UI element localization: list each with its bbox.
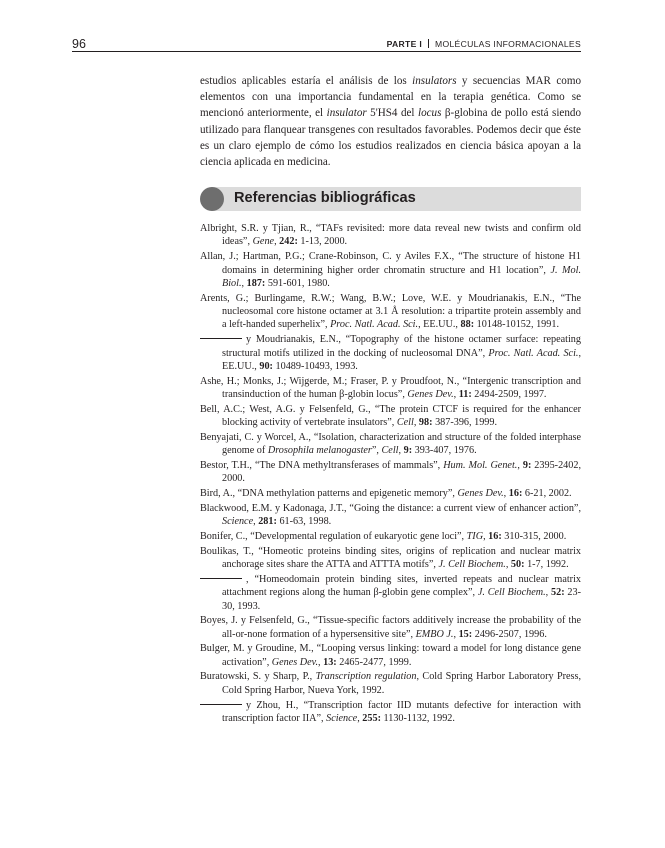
running-head <box>387 39 581 49</box>
reference-entry <box>200 250 581 290</box>
volume-number: 52: <box>551 587 565 599</box>
body-text-run: estudios aplicables estaría el análisis de los <box>200 75 413 87</box>
reference-text: , <box>398 445 404 457</box>
body-text-run: β-globina de pollo está siendo utilizado para flanquear transgenes con resultados favorables. Podemos decir que éste es un claro ejemplo de cómo los estudios realizados en ciencia básica apoyan a la ciencia aplicada en medicina. <box>200 107 581 169</box>
volume-number: 281: <box>258 516 277 528</box>
journal-name: TIG <box>466 530 484 542</box>
reference-entry <box>200 222 581 249</box>
volume-number: 9: <box>403 445 413 457</box>
journal-name: Science <box>222 516 254 528</box>
reference-text: , <box>483 530 489 542</box>
volume-number: 50: <box>510 559 525 571</box>
volume-number: 13: <box>323 656 337 668</box>
reference-text: , <box>241 277 247 289</box>
journal-name: Genes Dev. <box>457 488 504 500</box>
body-italic-term: locus <box>418 107 442 120</box>
reference-text: , EE.UU., <box>222 347 581 372</box>
volume-number: 16: <box>508 488 523 500</box>
journal-name: EMBO J. <box>415 628 454 640</box>
reference-text: 6-21, 2002. <box>522 488 572 500</box>
body-paragraph <box>200 73 581 170</box>
reference-entry <box>200 431 581 458</box>
journal-name: Science <box>326 712 358 724</box>
reference-text: 61-63, 1998. <box>276 516 332 528</box>
reference-text: , <box>505 559 511 571</box>
journal-name: Drosophila melanogaster <box>267 445 372 457</box>
journal-name: Transcription regulation <box>315 671 417 683</box>
reference-text: Bell, A.C.; West, A.G. y Felsenfeld, G., “The protein CTCF is required for the enhancer blocking activity of vertebrate insulators”, <box>200 403 581 429</box>
reference-entry <box>200 502 581 529</box>
reference-text: 23-30, 1993. <box>222 587 581 612</box>
section-bullet-icon <box>200 187 224 211</box>
volume-number: 15: <box>458 628 473 640</box>
volume-number: 16: <box>488 530 502 542</box>
reference-text: , EE.UU., <box>418 319 461 331</box>
reference-text: , <box>318 656 324 668</box>
reference-entry <box>200 292 581 332</box>
body-italic-term: insulators <box>412 75 457 87</box>
reference-text: 2494-2509, 1997. <box>471 389 547 401</box>
reference-text: 310-315, 2000. <box>501 530 567 542</box>
reference-entry <box>200 530 581 543</box>
reference-text: 10489-10493, 1993. <box>272 360 358 372</box>
header-separator <box>428 39 429 48</box>
reference-text: Buratowski, S. y Sharp, P., <box>200 671 316 683</box>
reference-entry <box>200 459 581 486</box>
volume-number: 11: <box>458 389 472 401</box>
reference-text: 387-396, 1999. <box>432 417 498 429</box>
reference-entry <box>200 573 581 613</box>
reference-text: Bestor, T.H., “The DNA methyltransferases of mammals”, <box>200 459 444 471</box>
reference-text: , Cold Spring Harbor Laboratory Press, Cold Spring Harbor, Nueva York, 1992. <box>222 671 581 696</box>
volume-number: 242: <box>279 236 298 248</box>
reference-entry <box>200 375 581 402</box>
reference-entry <box>200 614 581 641</box>
reference-entry <box>200 699 581 726</box>
reference-list <box>200 222 581 727</box>
volume-number: 187: <box>246 277 266 289</box>
reference-text: , <box>453 389 459 401</box>
header-rule <box>72 51 581 52</box>
body-italic-term: insulator <box>326 107 367 120</box>
reference-entry <box>200 333 581 373</box>
reference-text: , “Homeodomain protein binding sites, inverted repeats and nuclear matrix attachment regions along the human β-globin gene complex”, <box>222 573 581 599</box>
reference-text: y Moudrianakis, E.N., “Topography of the histone octamer surface: repeating structural motifs utilized in the docking of nucleosomal DNA”, <box>222 334 581 359</box>
reference-text: Bird, A., “DNA methylation patterns and epigenetic memory”, <box>200 488 458 500</box>
reference-text: y Zhou, H., “Transcription factor IID mutants defective for interaction with transcription factor IIA”, <box>222 699 581 724</box>
reference-entry <box>200 403 581 430</box>
journal-name: Cell <box>396 417 414 429</box>
reference-text: Allan, J.; Hartman, P.G.; Crane-Robinson, C. y Aviles F.X., “The structure of histone H1 domains in determining higher order chromatin structure and H1 location”, <box>200 251 581 276</box>
reference-text: 2496-2507, 1996. <box>472 628 547 640</box>
page-number: 96 <box>72 37 86 51</box>
journal-name: Proc. Natl. Acad. Sci. <box>330 319 419 331</box>
reference-text: 1130-1132, 1992. <box>380 712 455 724</box>
journal-name: J. Mol. Biol. <box>222 264 581 289</box>
reference-text: 591-601, 1980. <box>265 277 330 289</box>
reference-text: 2465-2477, 1999. <box>336 656 412 668</box>
journal-name: Genes Dev. <box>271 656 318 668</box>
volume-number: 9: <box>522 459 532 471</box>
reference-text: Bulger, M. y Groudine, M., “Looping versus linking: toward a model for long distance gene activation”, <box>200 643 581 668</box>
section-heading <box>200 187 581 211</box>
journal-name: Proc. Natl. Acad. Sci. <box>488 347 579 359</box>
reference-text: 393-407, 1976. <box>412 445 477 457</box>
reference-text: 2395-2402, 2000. <box>222 459 581 485</box>
reference-text: Arents, G.; Burlingame, R.W.; Wang, B.W.; Love, W.E. y Moudrianakis, E.N., “The nucleosomal core histone octamer at 3.1 Å resolution: a tripartite protein assembly and a left-handed superhelix”, <box>200 292 581 331</box>
reference-text: , <box>453 628 459 640</box>
section-title: Referencias bibliográficas <box>234 190 416 206</box>
journal-name: Genes Dev. <box>407 389 454 401</box>
reference-text: Blackwood, E.M. y Kadonaga, J.T., “Going the distance: a current view of enhancer action”, <box>200 502 581 514</box>
reference-entry <box>200 487 581 500</box>
body-text-run: 5'HS4 del <box>366 107 418 120</box>
reference-text: , <box>503 488 509 500</box>
journal-name: J. Cell Biochem. <box>477 587 546 599</box>
reference-text: 10148-10152, 1991. <box>474 319 560 331</box>
reference-text: , <box>517 459 523 471</box>
volume-number: 98: <box>418 417 433 429</box>
journal-name: Hum. Mol. Genet. <box>443 459 518 471</box>
reference-text: 1-13, 2000. <box>297 236 348 248</box>
reference-text: , <box>357 712 363 724</box>
body-text-run: y secuencias MAR como elementos con una importancia fundamental en la terapia genética. Como se mencionó anteriormente, el <box>200 75 581 120</box>
reference-text: , <box>545 587 552 599</box>
reference-text: Albright, S.R. y Tjian, R., “TAFs revisited: more data reveal new twists and confirm old ideas”, <box>200 223 581 248</box>
journal-name: Cell <box>381 445 399 457</box>
ditto-dash <box>200 338 242 339</box>
reference-text: , <box>253 516 259 528</box>
reference-text: Boyes, J. y Felsenfeld, G., “Tissue-specific factors additively increase the probability of the all-or-none formation of a hypersensitive site”, <box>200 615 581 640</box>
part-title: MOLÉCULAS INFORMACIONALES <box>435 39 581 49</box>
reference-text: Boulikas, T., “Homeotic proteins binding sites, origins of replication and nuclear matrix anchorage sites share the ATTA and ATTTA motifs”, <box>200 545 581 571</box>
reference-text: , <box>413 417 419 429</box>
volume-number: 90: <box>259 360 273 372</box>
volume-number: 88: <box>460 319 475 331</box>
ditto-dash <box>200 704 242 705</box>
reference-text: 1-7, 1992. <box>524 559 569 571</box>
reference-text: , <box>274 236 280 248</box>
part-label: PARTE I <box>386 39 423 49</box>
reference-text: Bonifer, C., “Developmental regulation of eukaryotic gene loci”, <box>200 530 467 542</box>
journal-name: J. Cell Biochem. <box>438 559 506 571</box>
ditto-dash <box>200 578 242 579</box>
reference-entry <box>200 545 581 572</box>
reference-text: Benyajati, C. y Worcel, A., “Isolation, characterization and structure of the folded interphase genome of <box>200 431 581 457</box>
reference-entry <box>200 670 581 697</box>
volume-number: 255: <box>362 712 381 724</box>
reference-entry <box>200 642 581 669</box>
reference-text: Ashe, H.; Monks, J.; Wijgerde, M.; Fraser, P. y Proudfoot, N., “Intergenic transcription and transinduction of the human β-globin locus”, <box>200 375 581 401</box>
journal-name: Gene <box>252 236 275 248</box>
reference-text: ”, <box>371 445 382 457</box>
